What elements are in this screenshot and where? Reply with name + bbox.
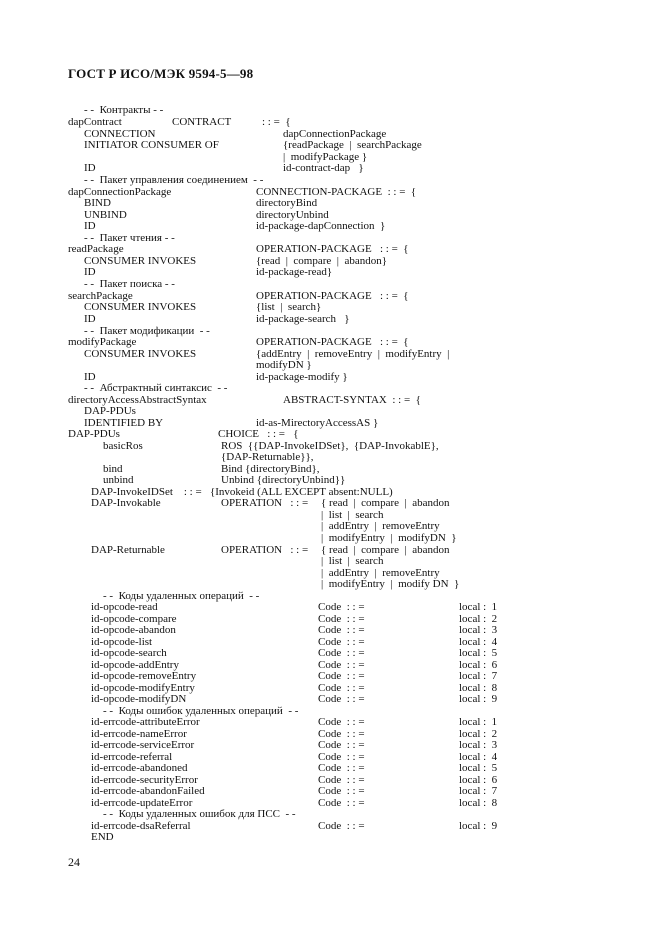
listing-line-47-col-2: Code : : = [318, 636, 365, 648]
listing-line-39-col-3: { read | compare | abandon [321, 544, 450, 556]
listing-line-25-col-1: - - Абстрактный синтаксис - - [84, 382, 228, 394]
listing-line-60-col-1: id-errcode-abandonFailed [91, 785, 205, 797]
listing-line-49-col-1: id-opcode-addEntry [91, 659, 179, 671]
listing-line-57-col-3: local : 4 [459, 751, 498, 763]
listing-line-2-col-2: CONTRACT [172, 116, 232, 128]
listing-line-50-col-1: id-opcode-removeEntry [91, 670, 197, 682]
listing-line-17-col-2: OPERATION-PACKAGE : : = { [256, 290, 409, 302]
listing-line-35-col-2: OPERATION : : = [221, 497, 309, 509]
listing-line-37-col-1: | addEntry | removeEntry [321, 520, 440, 532]
listing-line-14-col-2: {read | compare | abandon} [256, 255, 388, 267]
listing-line-23-col-1: modifyDN } [256, 359, 312, 371]
listing-line-13-col-1: readPackage [68, 243, 124, 255]
listing-line-63-col-2: Code : : = [318, 820, 365, 832]
listing-line-4-col-2: {readPackage | searchPackage [283, 139, 422, 151]
listing-line-36-col-1: | list | search [321, 509, 384, 521]
listing-line-64-col-1: END [91, 831, 114, 843]
listing-line-28-col-1: IDENTIFIED BY [84, 417, 164, 429]
listing-line-49-col-2: Code : : = [318, 659, 365, 671]
listing-line-24-col-2: id-package-modify } [256, 371, 348, 383]
listing-line-32-col-1: bind [103, 463, 123, 475]
listing-line-6-col-2: id-contract-dap } [283, 162, 364, 174]
listing-line-46-col-3: local : 3 [459, 624, 498, 636]
listing-line-13-col-2: OPERATION-PACKAGE : : = { [256, 243, 409, 255]
listing-line-34-col-1: DAP-InvokeIDSet : : = {Invokeid (ALL EXCEPT absent:NULL) [91, 486, 393, 498]
listing-line-7-col-1: - - Пакет управления соединением - - [84, 174, 264, 186]
listing-line-41-col-1: | addEntry | removeEntry [321, 567, 440, 579]
listing-line-43-col-1: - - Коды удаленных операций - - [103, 590, 260, 602]
listing-line-8-col-1: dapConnectionPackage [68, 186, 172, 198]
listing-line-9-col-1: BIND [84, 197, 111, 209]
listing-line-62-col-1: - - Коды удаленных ошибок для ПСС - - [103, 808, 296, 820]
listing-line-10-col-1: UNBIND [84, 209, 127, 221]
listing-line-42-col-1: | modifyEntry | modify DN } [321, 578, 460, 590]
listing-line-58-col-1: id-errcode-abandoned [91, 762, 188, 774]
listing-line-57-col-1: id-errcode-referral [91, 751, 173, 763]
listing-line-2-col-1: dapContract [68, 116, 122, 128]
listing-line-3-col-2: dapConnectionPackage [283, 128, 387, 140]
listing-line-27-col-1: DAP-PDUs [84, 405, 136, 417]
listing-line-44-col-1: id-opcode-read [91, 601, 158, 613]
listing-line-52-col-3: local : 9 [459, 693, 498, 705]
listing-line-53-col-1: - - Коды ошибок удаленных операций - - [103, 705, 299, 717]
listing-line-48-col-3: local : 5 [459, 647, 498, 659]
listing-line-33-col-2: Unbind {directoryUnbind}} [221, 474, 346, 486]
listing-line-26-col-2: ABSTRACT-SYNTAX : : = { [283, 394, 421, 406]
listing-line-4-col-1: INITIATOR CONSUMER OF [84, 139, 219, 151]
listing-line-59-col-3: local : 6 [459, 774, 498, 786]
listing-line-58-col-2: Code : : = [318, 762, 365, 774]
listing-line-55-col-2: Code : : = [318, 728, 365, 740]
listing-line-45-col-3: local : 2 [459, 613, 498, 625]
listing-line-54-col-3: local : 1 [459, 716, 498, 728]
listing-line-58-col-3: local : 5 [459, 762, 498, 774]
listing-line-19-col-1: ID [84, 313, 96, 325]
listing-line-44-col-2: Code : : = [318, 601, 365, 613]
listing-line-5-col-1: | modifyPackage } [283, 151, 368, 163]
listing-line-48-col-1: id-opcode-search [91, 647, 167, 659]
listing-line-47-col-3: local : 4 [459, 636, 498, 648]
listing-line-22-col-1: CONSUMER INVOKES [84, 348, 197, 360]
listing-line-15-col-2: id-package-read} [256, 266, 333, 278]
listing-line-46-col-1: id-opcode-abandon [91, 624, 176, 636]
listing-line-59-col-2: Code : : = [318, 774, 365, 786]
listing-line-21-col-2: OPERATION-PACKAGE : : = { [256, 336, 409, 348]
listing-line-50-col-2: Code : : = [318, 670, 365, 682]
listing-line-24-col-1: ID [84, 371, 96, 383]
listing-line-56-col-2: Code : : = [318, 739, 365, 751]
listing-line-46-col-2: Code : : = [318, 624, 365, 636]
listing-line-63-col-1: id-errcode-dsaReferral [91, 820, 191, 832]
listing-line-51-col-1: id-opcode-modifyEntry [91, 682, 195, 694]
listing-line-60-col-2: Code : : = [318, 785, 365, 797]
listing-line-45-col-2: Code : : = [318, 613, 365, 625]
document-header: ГОСТ Р ИСО/МЭК 9594-5—98 [68, 66, 254, 81]
listing-line-11-col-2: id-package-dapConnection } [256, 220, 386, 232]
listing-line-60-col-3: local : 7 [459, 785, 498, 797]
listing-line-15-col-1: ID [84, 266, 96, 278]
listing-line-28-col-2: id-as-MirectoryAccessAS } [256, 417, 379, 429]
listing-line-31-col-1: {DAP-Returnable}}, [221, 451, 314, 463]
listing-line-59-col-1: id-errcode-securityError [91, 774, 198, 786]
listing-line-18-col-2: {list | search} [256, 301, 322, 313]
listing-line-10-col-2: directoryUnbind [256, 209, 329, 221]
listing-line-52-col-1: id-opcode-modifyDN [91, 693, 187, 705]
listing-line-22-col-2: {addEntry | removeEntry | modifyEntry | [256, 348, 450, 360]
listing-line-20-col-1: - - Пакет модификации - - [84, 325, 210, 337]
listing-line-14-col-1: CONSUMER INVOKES [84, 255, 197, 267]
listing-line-39-col-1: DAP-Returnable [91, 544, 165, 556]
listing-line-2-col-3: : : = { [262, 116, 291, 128]
listing-line-38-col-1: | modifyEntry | modifyDN } [321, 532, 457, 544]
listing-line-54-col-2: Code : : = [318, 716, 365, 728]
listing-line-61-col-1: id-errcode-updateError [91, 797, 193, 809]
listing-line-61-col-2: Code : : = [318, 797, 365, 809]
listing-line-17-col-1: searchPackage [68, 290, 133, 302]
listing-line-6-col-1: ID [84, 162, 96, 174]
listing-line-3-col-1: CONNECTION [84, 128, 156, 140]
listing-line-1-col-1: - - Контракты - - [84, 104, 164, 116]
listing-line-61-col-3: local : 8 [459, 797, 498, 809]
listing-line-9-col-2: directoryBind [256, 197, 318, 209]
listing-line-45-col-1: id-opcode-compare [91, 613, 177, 625]
listing-line-54-col-1: id-errcode-attributeError [91, 716, 200, 728]
listing-line-56-col-3: local : 3 [459, 739, 498, 751]
listing-line-8-col-2: CONNECTION-PACKAGE : : = { [256, 186, 417, 198]
listing-line-39-col-2: OPERATION : : = [221, 544, 309, 556]
listing-line-29-col-1: DAP-PDUs [68, 428, 120, 440]
listing-line-48-col-2: Code : : = [318, 647, 365, 659]
listing-line-19-col-2: id-package-search } [256, 313, 350, 325]
listing-line-50-col-3: local : 7 [459, 670, 498, 682]
listing-line-12-col-1: - - Пакет чтения - - [84, 232, 175, 244]
listing-line-44-col-3: local : 1 [459, 601, 498, 613]
listing-line-35-col-3: { read | compare | abandon [321, 497, 450, 509]
listing-line-52-col-2: Code : : = [318, 693, 365, 705]
listing-line-26-col-1: directoryAccessAbstractSyntax [68, 394, 207, 406]
listing-line-40-col-1: | list | search [321, 555, 384, 567]
listing-line-49-col-3: local : 6 [459, 659, 498, 671]
listing-line-16-col-1: - - Пакет поиска - - [84, 278, 175, 290]
listing-line-11-col-1: ID [84, 220, 96, 232]
listing-line-47-col-1: id-opcode-list [91, 636, 153, 648]
listing-line-21-col-1: modifyPackage [68, 336, 137, 348]
listing-line-32-col-2: Bind {directoryBind}, [221, 463, 320, 475]
listing-line-55-col-3: local : 2 [459, 728, 498, 740]
page-number: 24 [68, 855, 80, 869]
listing-line-33-col-1: unbind [103, 474, 134, 486]
listing-line-29-col-2: CHOICE : : = { [218, 428, 299, 440]
listing-line-57-col-2: Code : : = [318, 751, 365, 763]
listing-line-55-col-1: id-errcode-nameError [91, 728, 187, 740]
listing-line-18-col-1: CONSUMER INVOKES [84, 301, 197, 313]
listing-line-30-col-2: ROS {{DAP-InvokeIDSet}, {DAP-InvokablE}, [221, 440, 439, 452]
listing-line-63-col-3: local : 9 [459, 820, 498, 832]
listing-line-35-col-1: DAP-Invokable [91, 497, 161, 509]
listing-line-51-col-2: Code : : = [318, 682, 365, 694]
listing-line-30-col-1: basicRos [103, 440, 143, 452]
listing-line-51-col-3: local : 8 [459, 682, 498, 694]
listing-line-56-col-1: id-errcode-serviceError [91, 739, 195, 751]
